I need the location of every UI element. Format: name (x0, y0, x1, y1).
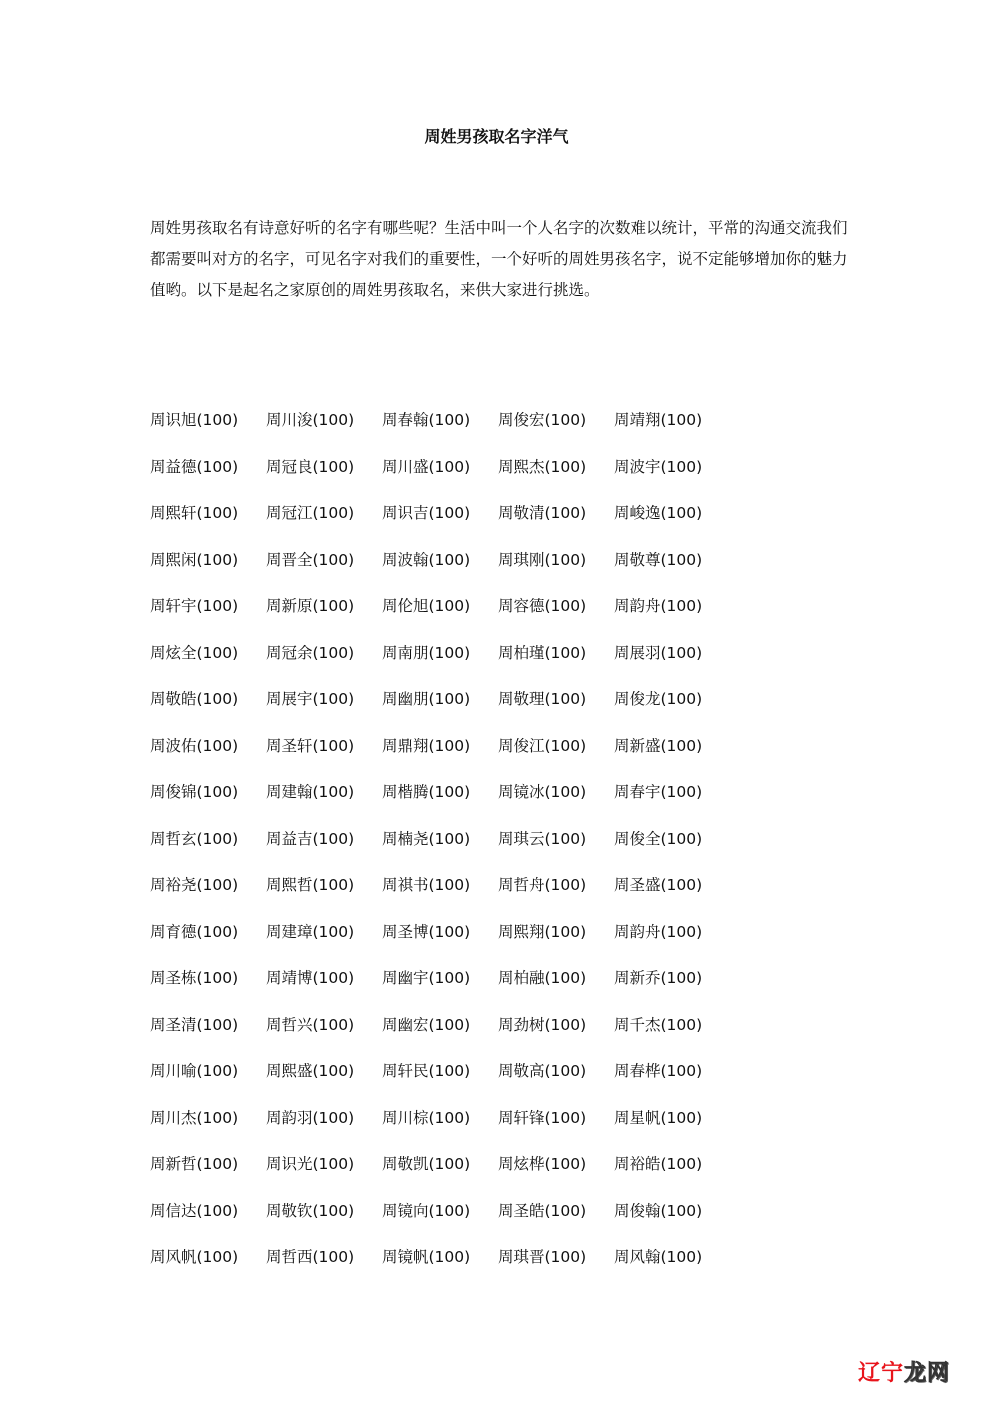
name-item: 周敬尊(100) (614, 550, 703, 569)
name-item: 周星帆(100) (614, 1108, 703, 1127)
name-item: 周鼎翔(100) (382, 736, 471, 755)
name-item: 周建璋(100) (266, 922, 355, 941)
name-item: 周圣清(100) (150, 1015, 239, 1034)
name-row (150, 768, 750, 815)
name-row (150, 675, 750, 722)
name-item: 周敬皓(100) (150, 690, 239, 709)
watermark-part2: 龙网 (904, 1360, 951, 1386)
name-item: 周轩锋(100) (498, 1108, 587, 1127)
name-row (150, 629, 750, 676)
name-item: 周展宇(100) (266, 690, 355, 709)
name-item: 周熙盛(100) (266, 1062, 355, 1081)
name-row (150, 1001, 750, 1048)
name-item: 周晋全(100) (266, 550, 355, 569)
name-item: 周新盛(100) (614, 736, 703, 755)
name-item: 周波宇(100) (614, 457, 703, 476)
name-item: 周韵舟(100) (614, 597, 703, 616)
name-row (150, 1187, 750, 1234)
name-item: 周圣皓(100) (498, 1201, 587, 1220)
name-item: 周春桦(100) (614, 1062, 703, 1081)
name-item: 周识吉(100) (382, 504, 471, 523)
name-row (150, 1047, 750, 1094)
name-item: 周琪晋(100) (498, 1248, 587, 1267)
name-item: 周炫桦(100) (498, 1155, 587, 1174)
name-item: 周哲兴(100) (266, 1015, 355, 1034)
name-item: 周哲舟(100) (498, 876, 587, 895)
name-item: 周识旭(100) (150, 411, 239, 430)
name-item: 周识光(100) (266, 1155, 355, 1174)
name-item: 周镜冰(100) (498, 783, 587, 802)
name-item: 周益吉(100) (266, 829, 355, 848)
name-item: 周新哲(100) (150, 1155, 239, 1174)
name-item: 周春宇(100) (614, 783, 703, 802)
name-item: 周靖翔(100) (614, 411, 703, 430)
watermark-part1: 辽宁 (858, 1360, 905, 1386)
name-item: 周楷腾(100) (382, 783, 471, 802)
name-item: 周敬高(100) (498, 1062, 587, 1081)
name-item: 周圣栋(100) (150, 969, 239, 988)
name-item: 周伦旭(100) (382, 597, 471, 616)
name-item: 周圣轩(100) (266, 736, 355, 755)
name-item: 周轩民(100) (382, 1062, 471, 1081)
intro-paragraph: 周姓男孩取名有诗意好听的名字有哪些呢？生活中叫一个人名字的次数难以统计，平常的沟通交流我们都需要叫对方的名字，可见名字对我们的重要性，一个好听的周姓男孩名字，说不定能够增加你的魅力值哟。以下是起名之家原创的周姓男孩取名，来供大家进行挑选。 (150, 219, 848, 299)
name-row (150, 1140, 750, 1187)
name-item: 周俊江(100) (498, 736, 587, 755)
name-item: 周新乔(100) (614, 969, 703, 988)
name-item: 周敬凯(100) (382, 1155, 471, 1174)
name-item: 周俊宏(100) (498, 411, 587, 430)
name-item: 周韵舟(100) (614, 922, 703, 941)
name-item: 周川杰(100) (150, 1108, 239, 1127)
name-row (150, 722, 750, 769)
name-item: 周峻逸(100) (614, 504, 703, 523)
name-item: 周镜帆(100) (382, 1248, 471, 1267)
name-item: 周冠余(100) (266, 643, 355, 662)
name-item: 周熙杰(100) (498, 457, 587, 476)
name-row (150, 489, 750, 536)
name-row (150, 908, 750, 955)
name-item: 周风帆(100) (150, 1248, 239, 1267)
name-item: 周川棕(100) (382, 1108, 471, 1127)
name-item: 周俊龙(100) (614, 690, 703, 709)
name-item: 周幽宏(100) (382, 1015, 471, 1034)
name-item: 周幽宇(100) (382, 969, 471, 988)
name-item: 周冠良(100) (266, 457, 355, 476)
name-row (150, 1094, 750, 1141)
name-item: 周敬清(100) (498, 504, 587, 523)
name-item: 周熙轩(100) (150, 504, 239, 523)
name-item: 周育德(100) (150, 922, 239, 941)
name-item: 周风翰(100) (614, 1248, 703, 1267)
name-item: 周熙翔(100) (498, 922, 587, 941)
name-item: 周川盛(100) (382, 457, 471, 476)
name-row (150, 1233, 750, 1280)
name-row (150, 582, 750, 629)
name-item: 周南朋(100) (382, 643, 471, 662)
page-title: 周姓男孩取名字洋气 (424, 127, 569, 146)
name-row (150, 954, 750, 1001)
name-item: 周益德(100) (150, 457, 239, 476)
name-item: 周波翰(100) (382, 550, 471, 569)
name-item: 周镜向(100) (382, 1201, 471, 1220)
name-item: 周哲玄(100) (150, 829, 239, 848)
name-item: 周熙哲(100) (266, 876, 355, 895)
name-row (150, 815, 750, 862)
name-item: 周信达(100) (150, 1201, 239, 1220)
name-row (150, 536, 750, 583)
name-item: 周轩宇(100) (150, 597, 239, 616)
name-item: 周琪刚(100) (498, 550, 587, 569)
name-item: 周春翰(100) (382, 411, 471, 430)
names-grid (150, 396, 750, 1280)
name-item: 周建翰(100) (266, 783, 355, 802)
site-watermark-logo (858, 1353, 950, 1389)
name-item: 周冠江(100) (266, 504, 355, 523)
name-item: 周俊全(100) (614, 829, 703, 848)
name-item: 周哲西(100) (266, 1248, 355, 1267)
name-item: 周敬理(100) (498, 690, 587, 709)
name-item: 周炫全(100) (150, 643, 239, 662)
name-row (150, 443, 750, 490)
name-item: 周祺书(100) (382, 876, 471, 895)
name-item: 周波佑(100) (150, 736, 239, 755)
name-item: 周劲树(100) (498, 1015, 587, 1034)
name-item: 周容德(100) (498, 597, 587, 616)
name-item: 周韵羽(100) (266, 1108, 355, 1127)
name-row (150, 861, 750, 908)
name-item: 周新原(100) (266, 597, 355, 616)
name-item: 周展羽(100) (614, 643, 703, 662)
name-item: 周幽朋(100) (382, 690, 471, 709)
name-item: 周楠尧(100) (382, 829, 471, 848)
name-item: 周靖博(100) (266, 969, 355, 988)
name-item: 周千杰(100) (614, 1015, 703, 1034)
name-item: 周柏融(100) (498, 969, 587, 988)
name-row (150, 396, 750, 443)
name-item: 周圣博(100) (382, 922, 471, 941)
name-item: 周柏瑾(100) (498, 643, 587, 662)
name-item: 周川喻(100) (150, 1062, 239, 1081)
name-item: 周裕皓(100) (614, 1155, 703, 1174)
name-item: 周俊翰(100) (614, 1201, 703, 1220)
name-item: 周圣盛(100) (614, 876, 703, 895)
name-item: 周敬钦(100) (266, 1201, 355, 1220)
name-item: 周琪云(100) (498, 829, 587, 848)
name-item: 周熙闲(100) (150, 550, 239, 569)
name-item: 周川浚(100) (266, 411, 355, 430)
name-item: 周俊锦(100) (150, 783, 239, 802)
name-item: 周裕尧(100) (150, 876, 239, 895)
